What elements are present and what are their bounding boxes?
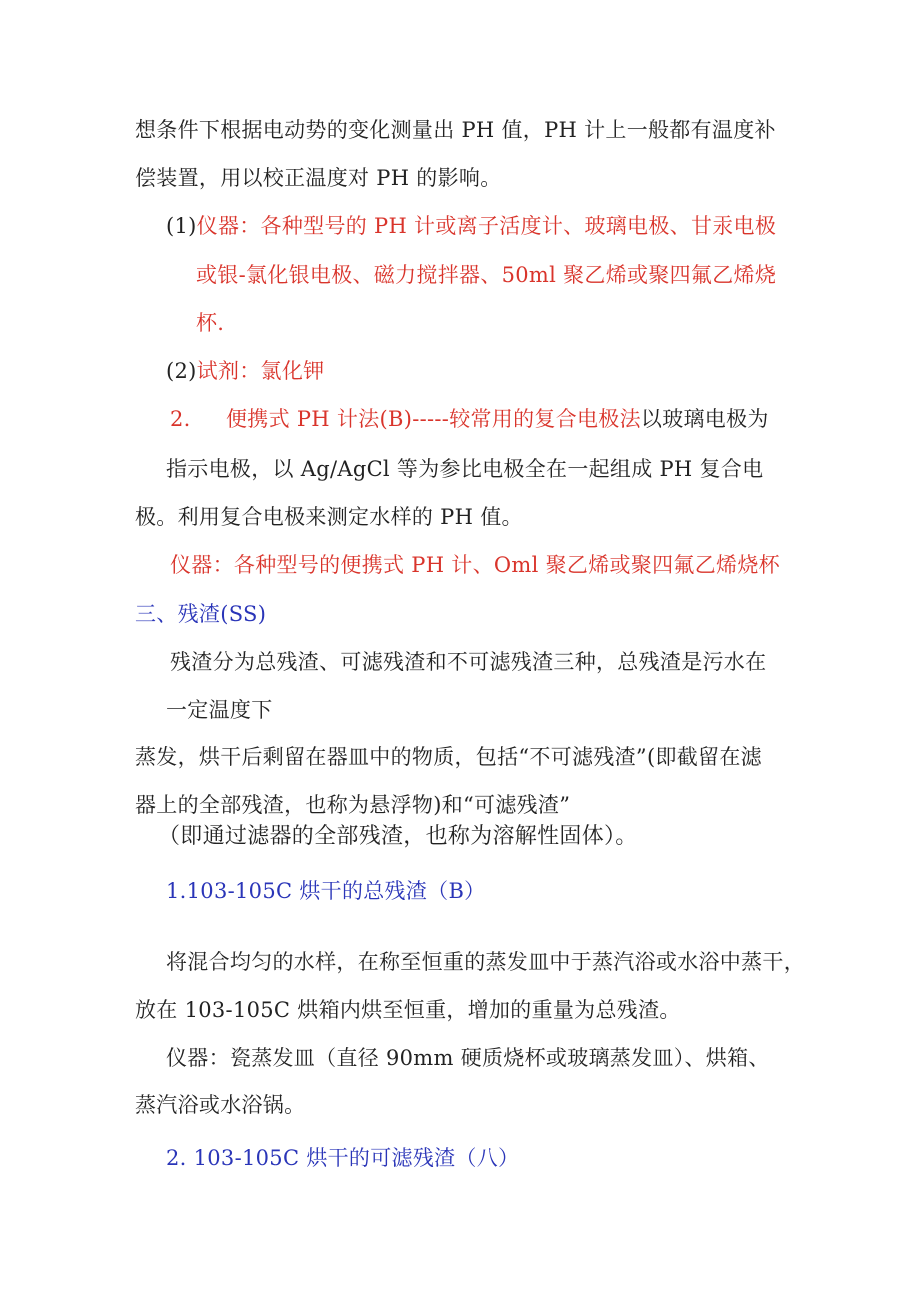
subheading-total-residue: 1.103-105C 烘干的总残渣（B） — [166, 879, 486, 903]
paragraph-line: 一定温度下 — [166, 698, 273, 722]
paragraph-line: 杯. — [196, 311, 225, 335]
paragraph-line: 指示电极，以 Ag/AgCl 等为参比电极全在一起组成 PH 复合电 — [166, 457, 764, 481]
reagent-text: 试剂：氯化钾 — [196, 359, 325, 383]
paragraph-line: 将混合均匀的水样，在称至恒重的蒸发皿中于蒸汽浴或水浴中蒸干， — [166, 950, 805, 974]
paragraph-line: （即通过滤器的全部残渣，也称为溶解性固体）。 — [158, 824, 638, 849]
paragraph-line: 仪器：瓷蒸发皿（直径 90mm 硬质烧杯或玻璃蒸发皿）、烘箱、 — [166, 1046, 770, 1070]
paragraph-line: 极。利用复合电极来测定水样的 PH 值。 — [135, 505, 523, 529]
paragraph-line: 蒸汽浴或水浴锅。 — [135, 1093, 306, 1117]
method-title: 便携式 PH 计法(B)-----较常用的复合电极法 — [226, 407, 641, 431]
reagent-item-2 — [166, 357, 324, 385]
paragraph-line: 器上的全部残渣，也称为悬浮物)和“可滤残渣” — [135, 793, 571, 817]
paragraph-line: 蒸发，烘干后剩留在器皿中的物质，包括“不可滤残渣”(即截留在滤 — [135, 745, 762, 769]
item-number: (2) — [166, 359, 197, 383]
instrument-text: 仪器：各种型号的 PH 计或离子活度计、玻璃电极、甘汞电极 — [196, 214, 777, 238]
method-heading-2 — [170, 405, 769, 433]
item-number: 2. — [170, 407, 191, 431]
paragraph-line: 放在 103-105C 烘箱内烘至恒重，增加的重量为总残渣。 — [135, 998, 681, 1022]
paragraph-line: 偿装置，用以校正温度对 PH 的影响。 — [135, 166, 502, 190]
method-text: 以玻璃电极为 — [640, 407, 769, 431]
instrument-item-1 — [166, 212, 776, 240]
section-heading-residue: 三、残渣(SS) — [135, 602, 267, 626]
subheading-filterable-residue: 2. 103-105C 烘干的可滤残渣（八） — [166, 1146, 520, 1170]
instrument-line: 仪器：各种型号的便携式 PH 计、Oml 聚乙烯或聚四氟乙烯烧杯 — [170, 553, 780, 577]
paragraph-line: 想条件下根据电动势的变化测量出 PH 值，PH 计上一般都有温度补 — [135, 118, 776, 142]
paragraph-line: 残渣分为总残渣、可滤残渣和不可滤残渣三种，总残渣是污水在 — [170, 650, 767, 674]
paragraph-line: 或银-氯化银电极、磁力搅拌器、50ml 聚乙烯或聚四氟乙烯烧 — [196, 263, 777, 287]
item-number: (1) — [166, 214, 197, 238]
